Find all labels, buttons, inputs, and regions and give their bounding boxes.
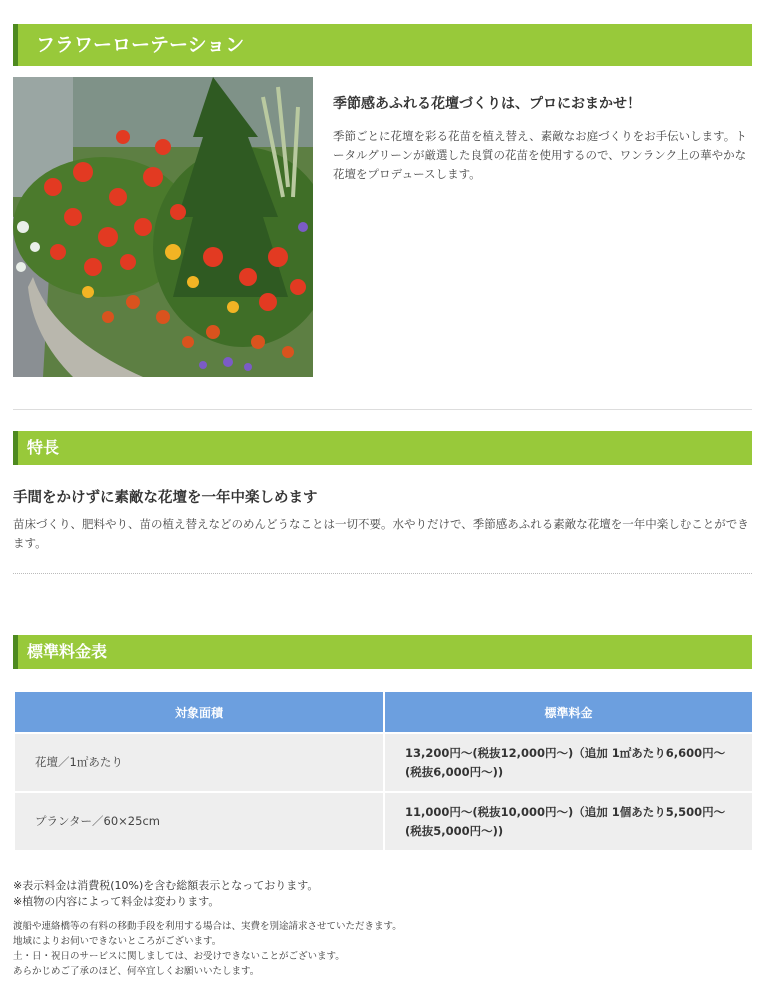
fee-cell: 11,000円～(税抜10,000円～)（追加 1個あたり5,500円～(税抜5,000円～)): [384, 792, 753, 851]
column-header-area: 対象面積: [14, 691, 384, 733]
features-heading: 特長: [13, 431, 752, 465]
pricing-heading: 標準料金表: [13, 635, 752, 669]
section-divider: [13, 409, 752, 410]
plant-note: ※植物の内容によって料金は変わります。: [13, 895, 220, 908]
column-header-fee: 標準料金: [384, 691, 753, 733]
service-notes: [13, 919, 402, 979]
tax-notes: [13, 878, 318, 910]
dotted-divider: [13, 573, 752, 574]
service-note: 土・日・祝日のサービスに関しましては、お受けできないことがございます。: [13, 951, 345, 962]
features-subheading: 手間をかけずに素敵な花壇を一年中楽しめます: [13, 490, 318, 506]
service-note: 渡船や連絡橋等の有料の移動手段を利用する場合は、実費を別途請求させていただきます。: [13, 921, 402, 932]
table-row: [14, 792, 753, 851]
flower-bed-photo: [13, 77, 313, 377]
page-title: フラワーローテーション: [13, 24, 752, 66]
service-note: 地域によりお伺いできないところがございます。: [13, 936, 222, 947]
area-cell: 花壇／1㎡あたり: [14, 733, 384, 792]
intro-text: 季節ごとに花壇を彩る花苗を植え替え、素敵なお庭づくりをお手伝いします。トータルグリーンが厳選した良質の花苗を使用するので、ワンランク上の華やかな花壇をプロデュースします。: [333, 129, 747, 181]
price-table-header: [14, 691, 753, 733]
service-note: あらかじめご了承のほど、何卒宜しくお願いいたします。: [13, 966, 260, 977]
catchcopy: 季節感あふれる花壇づくりは、プロにおまかせ！: [333, 96, 641, 112]
tax-note: ※表示料金は消費税(10%)を含む総額表示となっております。: [13, 879, 319, 892]
fee-cell: 13,200円～(税抜12,000円～)（追加 1㎡あたり6,600円～(税抜6,000円～)): [384, 733, 753, 792]
features-text: 苗床づくり、肥料やり、苗の植え替えなどのめんどうなことは一切不要。水やりだけで、季節感あふれる素敵な花壇を一年中楽しむことができます。: [13, 517, 749, 550]
area-cell: プランター／60×25cm: [14, 792, 384, 851]
price-table: [13, 690, 754, 852]
table-row: [14, 733, 753, 792]
